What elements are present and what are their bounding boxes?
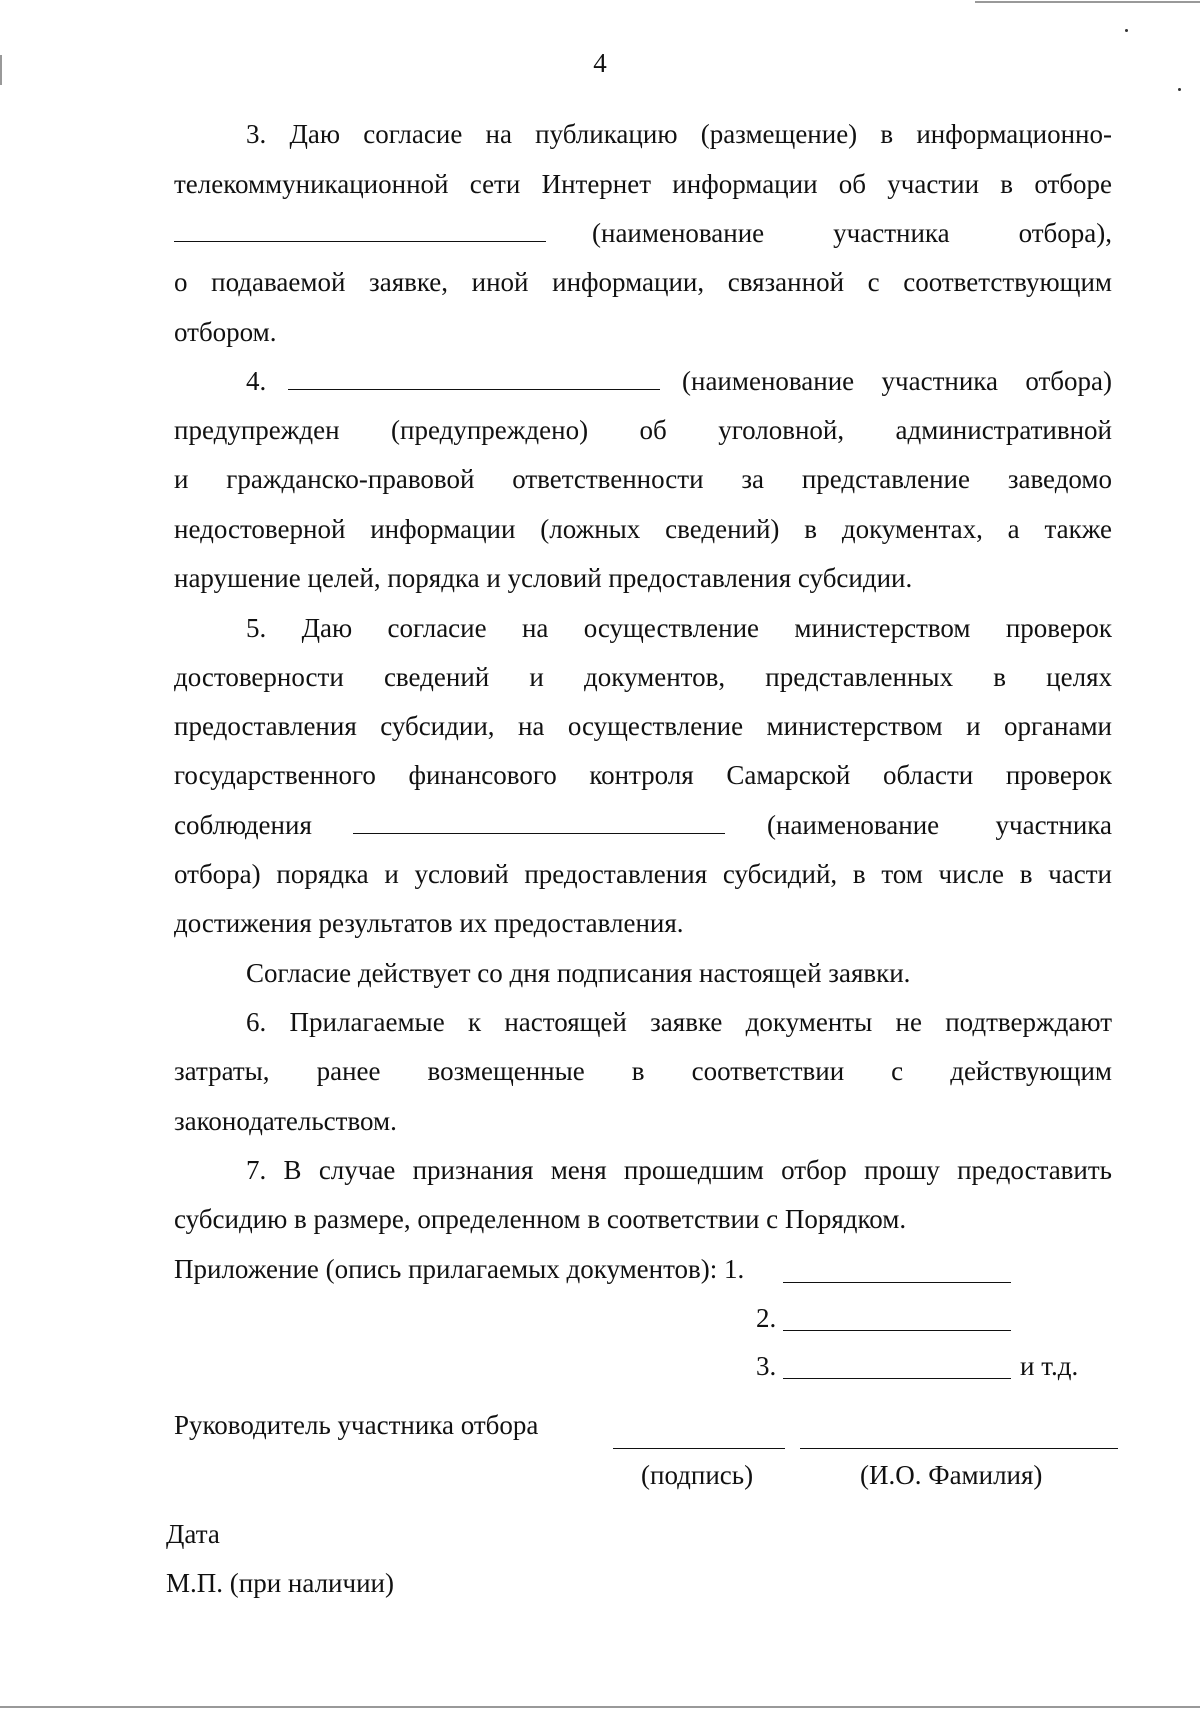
p5-line-6: отбора) порядка и условий предоставления субсидий, в том числе в части	[174, 859, 1112, 889]
p3-line-4: о подаваемой заявке, иной информации, связанной с соответствующим	[174, 267, 1112, 297]
p4-line-3: и гражданско-правовой ответственности за представление заведомо	[174, 464, 1112, 494]
p7-line-2: субсидию в размере, определенном в соответствии с Порядком.	[174, 1204, 907, 1234]
appendix-label: Приложение (опись прилагаемых документов): 1.	[174, 1254, 745, 1284]
appendix-item-1-blank[interactable]	[783, 1282, 1011, 1283]
full-name-caption: (И.О. Фамилия)	[860, 1460, 1043, 1490]
p4-number: 4.	[246, 366, 267, 396]
consent-validity: Согласие действует со дня подписания настоящей заявки.	[246, 958, 911, 988]
participant-name-blank[interactable]	[174, 215, 546, 242]
date-label: Дата	[166, 1519, 220, 1549]
appendix-item-2-number: 2.	[756, 1303, 777, 1333]
p5-line-2: достоверности сведений и документов, представленных в целях	[174, 662, 1112, 692]
scan-speck	[1178, 88, 1181, 91]
p5-line-4: государственного финансового контроля Самарской области проверок	[174, 760, 1112, 790]
appendix-item-3-number: 3.	[756, 1351, 777, 1381]
p5-line-5-head: соблюдения	[174, 810, 312, 840]
stamp-label: М.П. (при наличии)	[166, 1568, 394, 1598]
scan-edge-top	[975, 1, 1200, 3]
p3-line-5: отбором.	[174, 317, 277, 347]
p4-line-1-text: (наименование участника отбора)	[682, 366, 1112, 396]
p4-line-1	[246, 361, 1112, 401]
appendix-item-3-blank[interactable]	[783, 1378, 1011, 1379]
full-name-blank[interactable]	[800, 1448, 1118, 1449]
p5-line-5-text: (наименование участника	[767, 810, 1112, 840]
p5-line-1: 5. Даю согласие на осуществление министерством проверок	[246, 613, 1112, 643]
signature-blank[interactable]	[613, 1448, 785, 1449]
p5-line-5	[174, 805, 1112, 845]
participant-name-blank[interactable]	[288, 363, 660, 390]
p6-line-3: законодательством.	[174, 1106, 397, 1136]
scan-speck	[1125, 29, 1128, 32]
signature-caption: (подпись)	[641, 1460, 754, 1490]
scan-edge-bottom	[0, 1706, 1200, 1708]
p5-line-3: предоставления субсидии, на осуществление министерством и органами	[174, 711, 1112, 741]
head-of-participant-label: Руководитель участника отбора	[174, 1410, 539, 1440]
p3-line-1: 3. Даю согласие на публикацию (размещение) в информационно-	[246, 119, 1112, 149]
p5-line-7: достижения результатов их предоставления.	[174, 908, 684, 938]
appendix-etc: и т.д.	[1020, 1351, 1079, 1381]
page-number: 4	[593, 48, 607, 78]
p4-line-2: предупрежден (предупреждено) об уголовной, административной	[174, 415, 1112, 445]
p3-line-2: телекоммуникационной сети Интернет информации об участии в отборе	[174, 169, 1112, 199]
p6-line-2: затраты, ранее возмещенные в соответствии с действующим	[174, 1056, 1112, 1086]
p3-line-3	[174, 213, 1112, 253]
p4-line-4: недостоверной информации (ложных сведений) в документах, а также	[174, 514, 1112, 544]
appendix-item-2-blank[interactable]	[783, 1330, 1011, 1331]
p4-line-5: нарушение целей, порядка и условий предоставления субсидии.	[174, 563, 913, 593]
p6-line-1: 6. Прилагаемые к настоящей заявке документы не подтверждают	[246, 1007, 1112, 1037]
p3-line-3-text: (наименование участника отбора),	[592, 218, 1112, 248]
p7-line-1: 7. В случае признания меня прошедшим отбор прошу предоставить	[246, 1155, 1112, 1185]
participant-name-blank[interactable]	[353, 807, 725, 834]
